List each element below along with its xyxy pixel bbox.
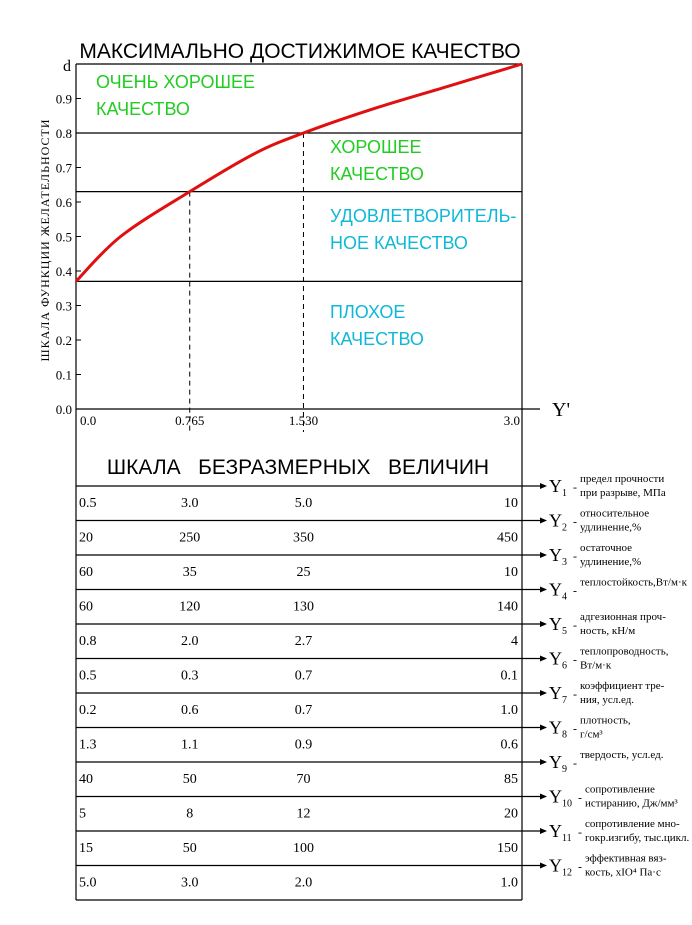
table-cell: 3.0 bbox=[180, 875, 199, 891]
table-cell: 0.9 bbox=[294, 737, 313, 753]
x-axis-label: Y' bbox=[552, 399, 571, 421]
property-description-line2: кость, xIO⁴ Па·с bbox=[585, 866, 661, 879]
property-symbol: $Y_4$ bbox=[549, 579, 567, 603]
y-tick-label: 0.5 bbox=[55, 229, 72, 245]
table-cell: 1.0 bbox=[500, 703, 518, 718]
property-description-line1: адгезионная проч- bbox=[580, 611, 666, 623]
property-dash: - bbox=[573, 583, 577, 598]
property-dash: - bbox=[573, 480, 577, 494]
table-cell: 0.6 bbox=[180, 703, 199, 718]
table-cell: 50 bbox=[182, 772, 197, 787]
y-tick-label: 0.3 bbox=[55, 298, 72, 314]
table-cell: 0.5 bbox=[79, 668, 97, 684]
property-description-line1: остаточное bbox=[580, 542, 633, 554]
table-cell: 70 bbox=[296, 772, 311, 787]
zone-label-line1: ХОРОШЕЕ bbox=[330, 137, 422, 157]
table-cell: 0.2 bbox=[79, 703, 97, 718]
arrow-head-icon bbox=[540, 690, 547, 696]
table-cell: 0.3 bbox=[180, 668, 199, 684]
property-description-line1: эффективная вяз- bbox=[585, 852, 667, 865]
x-tick-label: 0.765 bbox=[175, 413, 205, 428]
property-dash: - bbox=[573, 514, 577, 529]
table-cell: 1.0 bbox=[500, 875, 518, 891]
property-description-line1: относительное bbox=[580, 507, 650, 520]
y-axis-top-label: d bbox=[63, 58, 71, 75]
property-description-line1: сопротивление мно- bbox=[585, 818, 680, 830]
y-tick-label: 0.1 bbox=[55, 367, 72, 383]
arrow-head-icon bbox=[540, 725, 547, 731]
zone-label-line1: ОЧЕНЬ ХОРОШЕЕ bbox=[96, 72, 255, 92]
x-tick-label: 0.0 bbox=[80, 413, 97, 428]
arrow-head-icon bbox=[540, 552, 547, 558]
table-cell: 0.1 bbox=[500, 668, 518, 684]
property-symbol: $Y_5$ bbox=[549, 614, 567, 637]
zone-label-line2: НОЕ КАЧЕСТВО bbox=[330, 233, 468, 253]
property-symbol: $Y_7$ bbox=[549, 683, 567, 706]
arrow-head-icon bbox=[540, 656, 547, 662]
property-description-line1: предел прочности bbox=[580, 473, 665, 485]
table-cell: 2.7 bbox=[294, 634, 313, 649]
table-cell: 5.0 bbox=[294, 496, 313, 511]
y-tick-label: 0.9 bbox=[55, 91, 72, 107]
property-dash: - bbox=[578, 859, 582, 874]
table-cell: 5 bbox=[79, 806, 86, 822]
y-axis-label: ШКАЛА ФУНКЦИИ ЖЕЛАТЕЛЬНОСТИ bbox=[38, 118, 52, 362]
zone-label-line1: ПЛОХОЕ bbox=[330, 302, 406, 322]
y-tick-label: 0.6 bbox=[55, 195, 72, 210]
property-dash: - bbox=[573, 687, 577, 701]
chart-title: МАКСИМАЛЬНО ДОСТИЖИМОЕ КАЧЕСТВО bbox=[79, 40, 521, 63]
table-cell: 20 bbox=[79, 530, 93, 546]
property-description-line2: истиранию, Дж/мм³ bbox=[585, 797, 678, 810]
property-symbol: $Y_2$ bbox=[549, 510, 567, 534]
y-tick-label: 0.2 bbox=[55, 333, 72, 348]
zone-label-line1: УДОВЛЕТВОРИТЕЛЬ- bbox=[330, 206, 517, 226]
table-cell: 0.7 bbox=[294, 668, 313, 684]
table-cell: 250 bbox=[179, 530, 201, 546]
property-description-line2: удлинение,% bbox=[580, 521, 642, 534]
table-cell: 130 bbox=[292, 599, 314, 615]
table-cell: 0.7 bbox=[294, 703, 313, 718]
table-cell: 12 bbox=[296, 806, 311, 822]
table-cell: 140 bbox=[497, 599, 518, 615]
table-cell: 0.8 bbox=[79, 634, 97, 649]
zone-label-line2: КАЧЕСТВО bbox=[330, 329, 424, 349]
table-cell: 150 bbox=[497, 841, 518, 856]
table-cell: 8 bbox=[186, 806, 194, 822]
property-symbol: $Y_{12}$ bbox=[549, 855, 572, 879]
table-cell: 15 bbox=[79, 841, 93, 856]
property-description-line1: теплостойкость,Вт/м·к bbox=[580, 576, 687, 589]
y-tick-label: 0.4 bbox=[55, 264, 72, 279]
property-description-line2: Вт/м·к bbox=[580, 659, 612, 672]
arrow-head-icon bbox=[540, 518, 547, 524]
property-description-line2: при разрыве, МПа bbox=[580, 487, 666, 499]
table-cell: 0.6 bbox=[500, 737, 518, 753]
table-cell: 0.5 bbox=[79, 496, 97, 511]
table-cell: 4 bbox=[511, 634, 518, 649]
table-cell: 1.3 bbox=[79, 737, 97, 753]
property-description-line1: коэффициент тре- bbox=[580, 680, 665, 692]
arrow-head-icon bbox=[540, 759, 547, 765]
table-cell: 100 bbox=[292, 841, 314, 856]
property-description-line1: теплопроводность, bbox=[580, 645, 669, 658]
property-symbol: $Y_8$ bbox=[549, 717, 567, 741]
arrow-head-icon bbox=[540, 863, 547, 869]
property-dash: - bbox=[578, 825, 582, 839]
property-dash: - bbox=[573, 721, 577, 736]
table-cell: 120 bbox=[179, 599, 201, 615]
property-dash: - bbox=[578, 790, 582, 805]
property-description-line2: удлинение,% bbox=[580, 556, 642, 568]
table-cell: 1.1 bbox=[180, 737, 199, 753]
property-description-line1: сопротивление bbox=[585, 783, 655, 796]
property-dash: - bbox=[573, 756, 577, 770]
property-symbol: $Y_1$ bbox=[549, 476, 567, 499]
zone-label-line2: КАЧЕСТВО bbox=[96, 99, 190, 119]
table-cell: 85 bbox=[504, 772, 518, 787]
table-cell: 35 bbox=[182, 565, 197, 580]
table-cell: 450 bbox=[497, 530, 518, 546]
y-tick-label: 0.8 bbox=[55, 126, 72, 141]
dimensionless-scale-table bbox=[76, 473, 689, 891]
table-cell: 10 bbox=[504, 496, 518, 511]
table-cell: 2.0 bbox=[180, 634, 199, 649]
property-description-line2: ность, кН/м bbox=[580, 625, 636, 637]
arrow-head-icon bbox=[540, 828, 547, 834]
property-description-line2: г/см³ bbox=[580, 728, 603, 741]
property-dash: - bbox=[573, 652, 577, 667]
property-symbol: $Y_6$ bbox=[549, 648, 567, 672]
property-description-line1: твердость, усл.ед. bbox=[580, 749, 664, 761]
x-tick-label: 1.530 bbox=[288, 413, 319, 428]
table-cell: 20 bbox=[504, 806, 518, 822]
property-description-line2: ния, усл.ед. bbox=[580, 694, 635, 706]
property-dash: - bbox=[573, 549, 577, 563]
property-dash: - bbox=[573, 618, 577, 632]
arrow-head-icon bbox=[540, 794, 547, 800]
arrow-head-icon bbox=[540, 483, 547, 489]
table-cell: 40 bbox=[79, 772, 93, 787]
property-symbol: $Y_{10}$ bbox=[549, 786, 572, 810]
table-cell: 60 bbox=[79, 599, 93, 615]
x-tick-label: 3.0 bbox=[503, 413, 520, 428]
table-cell: 10 bbox=[504, 565, 518, 580]
table-cell: 2.0 bbox=[294, 875, 313, 891]
arrow-head-icon bbox=[540, 621, 547, 627]
table-cell: 3.0 bbox=[180, 496, 199, 511]
property-description-line2: гокр.изгибу, тыс.цикл. bbox=[585, 832, 690, 844]
table-cell: 5.0 bbox=[79, 875, 97, 891]
y-tick-label: 0.0 bbox=[55, 402, 72, 417]
table-cell: 350 bbox=[292, 530, 314, 546]
scale-title: ШКАЛА БЕЗРАЗМЕРНЫХ ВЕЛИЧИН bbox=[106, 456, 490, 479]
property-symbol: $Y_3$ bbox=[549, 545, 567, 568]
property-description-line1: плотность, bbox=[580, 714, 631, 727]
property-symbol: $Y_9$ bbox=[549, 752, 567, 775]
table-cell: 25 bbox=[296, 565, 311, 580]
table-cell: 50 bbox=[182, 841, 197, 856]
arrow-head-icon bbox=[540, 587, 547, 593]
table-cell: 60 bbox=[79, 565, 93, 580]
y-tick-label: 0.7 bbox=[55, 160, 72, 176]
property-symbol: $Y_{11}$ bbox=[549, 821, 572, 844]
zone-label-line2: КАЧЕСТВО bbox=[330, 164, 424, 184]
